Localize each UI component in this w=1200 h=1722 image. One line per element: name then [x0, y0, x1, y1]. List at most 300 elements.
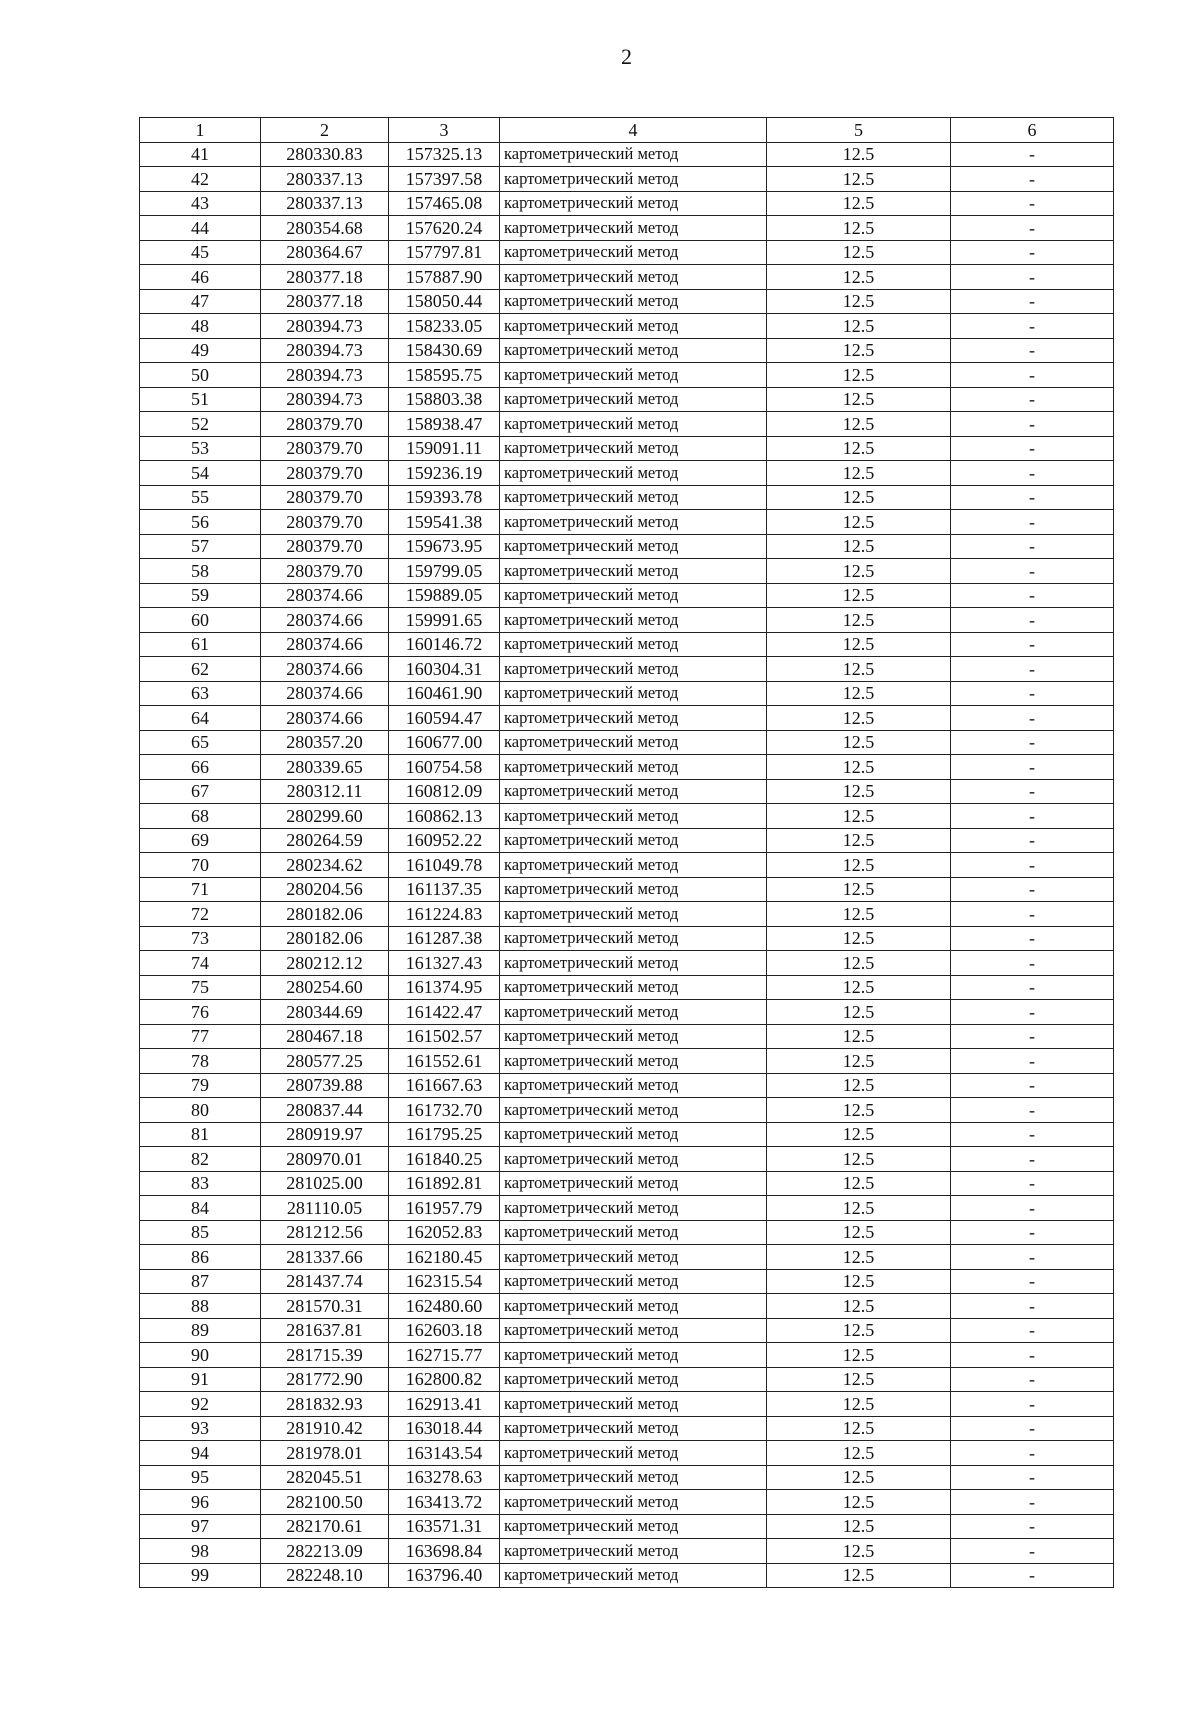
table-row — [140, 1539, 1114, 1564]
accuracy-cell: 12.5 — [767, 877, 951, 902]
x-coordinate-cell: 280379.70 — [261, 461, 389, 486]
accuracy-cell: 12.5 — [767, 1024, 951, 1049]
note-cell: - — [951, 559, 1114, 584]
x-coordinate-cell: 281212.56 — [261, 1220, 389, 1245]
y-coordinate-cell: 159889.05 — [389, 583, 500, 608]
point-number-cell: 82 — [140, 1147, 261, 1172]
accuracy-cell: 12.5 — [767, 828, 951, 853]
accuracy-cell: 12.5 — [767, 1318, 951, 1343]
table-row — [140, 167, 1114, 192]
point-number-cell: 54 — [140, 461, 261, 486]
accuracy-cell: 12.5 — [767, 265, 951, 290]
note-cell: - — [951, 1269, 1114, 1294]
method-cell: картометрический метод — [500, 1465, 767, 1490]
accuracy-cell: 12.5 — [767, 534, 951, 559]
accuracy-cell: 12.5 — [767, 853, 951, 878]
x-coordinate-cell: 280394.73 — [261, 363, 389, 388]
table-row — [140, 730, 1114, 755]
table-row — [140, 951, 1114, 976]
y-coordinate-cell: 160952.22 — [389, 828, 500, 853]
accuracy-cell: 12.5 — [767, 779, 951, 804]
method-cell: картометрический метод — [500, 608, 767, 633]
accuracy-cell: 12.5 — [767, 1220, 951, 1245]
x-coordinate-cell: 281772.90 — [261, 1367, 389, 1392]
table-row — [140, 240, 1114, 265]
method-cell: картометрический метод — [500, 485, 767, 510]
accuracy-cell: 12.5 — [767, 167, 951, 192]
note-cell: - — [951, 755, 1114, 780]
table-row — [140, 387, 1114, 412]
y-coordinate-cell: 161224.83 — [389, 902, 500, 927]
note-cell: - — [951, 951, 1114, 976]
note-cell: - — [951, 1563, 1114, 1588]
accuracy-cell: 12.5 — [767, 289, 951, 314]
note-cell: - — [951, 877, 1114, 902]
x-coordinate-cell: 280379.70 — [261, 436, 389, 461]
accuracy-cell: 12.5 — [767, 1122, 951, 1147]
x-coordinate-cell: 280337.13 — [261, 191, 389, 216]
method-cell: картометрический метод — [500, 1416, 767, 1441]
x-coordinate-cell: 281110.05 — [261, 1196, 389, 1221]
column-header-4: 4 — [500, 118, 767, 143]
method-cell: картометрический метод — [500, 338, 767, 363]
point-number-cell: 71 — [140, 877, 261, 902]
table-row — [140, 926, 1114, 951]
x-coordinate-cell: 280212.12 — [261, 951, 389, 976]
x-coordinate-cell: 280394.73 — [261, 387, 389, 412]
point-number-cell: 53 — [140, 436, 261, 461]
table-row — [140, 338, 1114, 363]
accuracy-cell: 12.5 — [767, 216, 951, 241]
table-header-row — [140, 118, 1114, 143]
method-cell: картометрический метод — [500, 1049, 767, 1074]
table-row — [140, 853, 1114, 878]
accuracy-cell: 12.5 — [767, 632, 951, 657]
method-cell: картометрический метод — [500, 289, 767, 314]
y-coordinate-cell: 160146.72 — [389, 632, 500, 657]
point-number-cell: 99 — [140, 1563, 261, 1588]
y-coordinate-cell: 158595.75 — [389, 363, 500, 388]
y-coordinate-cell: 160812.09 — [389, 779, 500, 804]
table-row — [140, 436, 1114, 461]
x-coordinate-cell: 281337.66 — [261, 1245, 389, 1270]
method-cell: картометрический метод — [500, 1147, 767, 1172]
note-cell: - — [951, 1490, 1114, 1515]
table-row — [140, 706, 1114, 731]
y-coordinate-cell: 163571.31 — [389, 1514, 500, 1539]
point-number-cell: 86 — [140, 1245, 261, 1270]
note-cell: - — [951, 1318, 1114, 1343]
note-cell: - — [951, 1514, 1114, 1539]
method-cell: картометрический метод — [500, 779, 767, 804]
accuracy-cell: 12.5 — [767, 1539, 951, 1564]
table-row — [140, 485, 1114, 510]
point-number-cell: 73 — [140, 926, 261, 951]
note-cell: - — [951, 1539, 1114, 1564]
method-cell: картометрический метод — [500, 167, 767, 192]
y-coordinate-cell: 160461.90 — [389, 681, 500, 706]
x-coordinate-cell: 280374.66 — [261, 657, 389, 682]
method-cell: картометрический метод — [500, 730, 767, 755]
accuracy-cell: 12.5 — [767, 1147, 951, 1172]
method-cell: картометрический метод — [500, 314, 767, 339]
table-row — [140, 975, 1114, 1000]
x-coordinate-cell: 280254.60 — [261, 975, 389, 1000]
page-number: 2 — [621, 44, 632, 69]
accuracy-cell: 12.5 — [767, 681, 951, 706]
method-cell: картометрический метод — [500, 559, 767, 584]
table-row — [140, 559, 1114, 584]
x-coordinate-cell: 280379.70 — [261, 510, 389, 535]
note-cell: - — [951, 1049, 1114, 1074]
note-cell: - — [951, 1073, 1114, 1098]
x-coordinate-cell: 280394.73 — [261, 338, 389, 363]
table-row — [140, 608, 1114, 633]
column-header-2: 2 — [261, 118, 389, 143]
method-cell: картометрический метод — [500, 632, 767, 657]
point-number-cell: 70 — [140, 853, 261, 878]
x-coordinate-cell: 281570.31 — [261, 1294, 389, 1319]
table-body — [140, 142, 1114, 1588]
note-cell: - — [951, 1122, 1114, 1147]
table-row — [140, 1098, 1114, 1123]
method-cell: картометрический метод — [500, 1441, 767, 1466]
method-cell: картометрический метод — [500, 461, 767, 486]
method-cell: картометрический метод — [500, 363, 767, 388]
y-coordinate-cell: 159393.78 — [389, 485, 500, 510]
point-number-cell: 77 — [140, 1024, 261, 1049]
point-number-cell: 95 — [140, 1465, 261, 1490]
accuracy-cell: 12.5 — [767, 657, 951, 682]
note-cell: - — [951, 1147, 1114, 1172]
table-row — [140, 1269, 1114, 1294]
method-cell: картометрический метод — [500, 877, 767, 902]
x-coordinate-cell: 280577.25 — [261, 1049, 389, 1074]
table-row — [140, 681, 1114, 706]
method-cell: картометрический метод — [500, 534, 767, 559]
y-coordinate-cell: 161374.95 — [389, 975, 500, 1000]
accuracy-cell: 12.5 — [767, 755, 951, 780]
accuracy-cell: 12.5 — [767, 706, 951, 731]
method-cell: картометрический метод — [500, 1220, 767, 1245]
table-row — [140, 191, 1114, 216]
accuracy-cell: 12.5 — [767, 1269, 951, 1294]
x-coordinate-cell: 280379.70 — [261, 534, 389, 559]
table-row — [140, 412, 1114, 437]
point-number-cell: 81 — [140, 1122, 261, 1147]
table-row — [140, 877, 1114, 902]
note-cell: - — [951, 1000, 1114, 1025]
column-header-1: 1 — [140, 118, 261, 143]
method-cell: картометрический метод — [500, 1245, 767, 1270]
point-number-cell: 49 — [140, 338, 261, 363]
x-coordinate-cell: 280204.56 — [261, 877, 389, 902]
point-number-cell: 59 — [140, 583, 261, 608]
x-coordinate-cell: 280394.73 — [261, 314, 389, 339]
y-coordinate-cell: 158233.05 — [389, 314, 500, 339]
x-coordinate-cell: 281715.39 — [261, 1343, 389, 1368]
accuracy-cell: 12.5 — [767, 412, 951, 437]
accuracy-cell: 12.5 — [767, 1245, 951, 1270]
method-cell: картометрический метод — [500, 240, 767, 265]
table-row — [140, 1220, 1114, 1245]
method-cell: картометрический метод — [500, 975, 767, 1000]
y-coordinate-cell: 159799.05 — [389, 559, 500, 584]
y-coordinate-cell: 161667.63 — [389, 1073, 500, 1098]
y-coordinate-cell: 157620.24 — [389, 216, 500, 241]
table-row — [140, 1196, 1114, 1221]
accuracy-cell: 12.5 — [767, 387, 951, 412]
note-cell: - — [951, 926, 1114, 951]
accuracy-cell: 12.5 — [767, 191, 951, 216]
note-cell: - — [951, 289, 1114, 314]
point-number-cell: 64 — [140, 706, 261, 731]
accuracy-cell: 12.5 — [767, 436, 951, 461]
y-coordinate-cell: 162480.60 — [389, 1294, 500, 1319]
method-cell: картометрический метод — [500, 828, 767, 853]
y-coordinate-cell: 159991.65 — [389, 608, 500, 633]
accuracy-cell: 12.5 — [767, 1000, 951, 1025]
method-cell: картометрический метод — [500, 1000, 767, 1025]
y-coordinate-cell: 160594.47 — [389, 706, 500, 731]
y-coordinate-cell: 163796.40 — [389, 1563, 500, 1588]
y-coordinate-cell: 159091.11 — [389, 436, 500, 461]
point-number-cell: 58 — [140, 559, 261, 584]
point-number-cell: 56 — [140, 510, 261, 535]
method-cell: картометрический метод — [500, 412, 767, 437]
accuracy-cell: 12.5 — [767, 142, 951, 167]
accuracy-cell: 12.5 — [767, 1049, 951, 1074]
point-number-cell: 51 — [140, 387, 261, 412]
note-cell: - — [951, 1465, 1114, 1490]
method-cell: картометрический метод — [500, 804, 767, 829]
x-coordinate-cell: 282045.51 — [261, 1465, 389, 1490]
x-coordinate-cell: 282213.09 — [261, 1539, 389, 1564]
method-cell: картометрический метод — [500, 755, 767, 780]
point-number-cell: 50 — [140, 363, 261, 388]
accuracy-cell: 12.5 — [767, 1098, 951, 1123]
method-cell: картометрический метод — [500, 657, 767, 682]
accuracy-cell: 12.5 — [767, 1171, 951, 1196]
method-cell: картометрический метод — [500, 191, 767, 216]
accuracy-cell: 12.5 — [767, 804, 951, 829]
x-coordinate-cell: 280182.06 — [261, 902, 389, 927]
method-cell: картометрический метод — [500, 583, 767, 608]
note-cell: - — [951, 1343, 1114, 1368]
table-row — [140, 1171, 1114, 1196]
x-coordinate-cell: 280374.66 — [261, 583, 389, 608]
y-coordinate-cell: 162800.82 — [389, 1367, 500, 1392]
method-cell: картометрический метод — [500, 926, 767, 951]
method-cell: картометрический метод — [500, 510, 767, 535]
note-cell: - — [951, 216, 1114, 241]
x-coordinate-cell: 280357.20 — [261, 730, 389, 755]
method-cell: картометрический метод — [500, 1269, 767, 1294]
table-row — [140, 1049, 1114, 1074]
point-number-cell: 67 — [140, 779, 261, 804]
x-coordinate-cell: 280364.67 — [261, 240, 389, 265]
x-coordinate-cell: 282248.10 — [261, 1563, 389, 1588]
note-cell: - — [951, 1220, 1114, 1245]
accuracy-cell: 12.5 — [767, 730, 951, 755]
note-cell: - — [951, 167, 1114, 192]
column-header-3: 3 — [389, 118, 500, 143]
point-number-cell: 65 — [140, 730, 261, 755]
accuracy-cell: 12.5 — [767, 485, 951, 510]
point-number-cell: 83 — [140, 1171, 261, 1196]
point-number-cell: 69 — [140, 828, 261, 853]
y-coordinate-cell: 163018.44 — [389, 1416, 500, 1441]
y-coordinate-cell: 157325.13 — [389, 142, 500, 167]
point-number-cell: 48 — [140, 314, 261, 339]
point-number-cell: 41 — [140, 142, 261, 167]
accuracy-cell: 12.5 — [767, 1441, 951, 1466]
accuracy-cell: 12.5 — [767, 314, 951, 339]
y-coordinate-cell: 162603.18 — [389, 1318, 500, 1343]
method-cell: картометрический метод — [500, 1318, 767, 1343]
accuracy-cell: 12.5 — [767, 902, 951, 927]
table-row — [140, 1514, 1114, 1539]
y-coordinate-cell: 162315.54 — [389, 1269, 500, 1294]
y-coordinate-cell: 161732.70 — [389, 1098, 500, 1123]
table-row — [140, 1245, 1114, 1270]
x-coordinate-cell: 280739.88 — [261, 1073, 389, 1098]
column-header-5: 5 — [767, 118, 951, 143]
point-number-cell: 78 — [140, 1049, 261, 1074]
y-coordinate-cell: 157465.08 — [389, 191, 500, 216]
method-cell: картометрический метод — [500, 951, 767, 976]
table-row — [140, 779, 1114, 804]
table-row — [140, 804, 1114, 829]
note-cell: - — [951, 240, 1114, 265]
y-coordinate-cell: 161552.61 — [389, 1049, 500, 1074]
accuracy-cell: 12.5 — [767, 1343, 951, 1368]
note-cell: - — [951, 1367, 1114, 1392]
accuracy-cell: 12.5 — [767, 338, 951, 363]
x-coordinate-cell: 280264.59 — [261, 828, 389, 853]
method-cell: картометрический метод — [500, 681, 767, 706]
accuracy-cell: 12.5 — [767, 510, 951, 535]
accuracy-cell: 12.5 — [767, 1416, 951, 1441]
accuracy-cell: 12.5 — [767, 608, 951, 633]
method-cell: картометрический метод — [500, 1073, 767, 1098]
y-coordinate-cell: 161287.38 — [389, 926, 500, 951]
y-coordinate-cell: 158430.69 — [389, 338, 500, 363]
x-coordinate-cell: 280182.06 — [261, 926, 389, 951]
note-cell: - — [951, 779, 1114, 804]
table-row — [140, 461, 1114, 486]
x-coordinate-cell: 282170.61 — [261, 1514, 389, 1539]
method-cell: картометрический метод — [500, 1024, 767, 1049]
y-coordinate-cell: 160304.31 — [389, 657, 500, 682]
y-coordinate-cell: 158050.44 — [389, 289, 500, 314]
x-coordinate-cell: 280339.65 — [261, 755, 389, 780]
note-cell: - — [951, 387, 1114, 412]
point-number-cell: 80 — [140, 1098, 261, 1123]
point-number-cell: 66 — [140, 755, 261, 780]
note-cell: - — [951, 461, 1114, 486]
note-cell: - — [951, 338, 1114, 363]
table-row — [140, 1147, 1114, 1172]
y-coordinate-cell: 161327.43 — [389, 951, 500, 976]
note-cell: - — [951, 828, 1114, 853]
note-cell: - — [951, 485, 1114, 510]
note-cell: - — [951, 534, 1114, 559]
point-number-cell: 63 — [140, 681, 261, 706]
note-cell: - — [951, 583, 1114, 608]
method-cell: картометрический метод — [500, 706, 767, 731]
note-cell: - — [951, 730, 1114, 755]
note-cell: - — [951, 1024, 1114, 1049]
table-row — [140, 1563, 1114, 1588]
accuracy-cell: 12.5 — [767, 583, 951, 608]
method-cell: картометрический метод — [500, 265, 767, 290]
y-coordinate-cell: 159541.38 — [389, 510, 500, 535]
table-row — [140, 265, 1114, 290]
point-number-cell: 96 — [140, 1490, 261, 1515]
y-coordinate-cell: 158803.38 — [389, 387, 500, 412]
note-cell: - — [951, 1294, 1114, 1319]
note-cell: - — [951, 632, 1114, 657]
point-number-cell: 44 — [140, 216, 261, 241]
y-coordinate-cell: 162180.45 — [389, 1245, 500, 1270]
table-row — [140, 216, 1114, 241]
accuracy-cell: 12.5 — [767, 926, 951, 951]
accuracy-cell: 12.5 — [767, 1196, 951, 1221]
y-coordinate-cell: 158938.47 — [389, 412, 500, 437]
method-cell: картометрический метод — [500, 1343, 767, 1368]
point-number-cell: 84 — [140, 1196, 261, 1221]
table-row — [140, 902, 1114, 927]
table-row — [140, 657, 1114, 682]
x-coordinate-cell: 280379.70 — [261, 559, 389, 584]
point-number-cell: 68 — [140, 804, 261, 829]
table-row — [140, 510, 1114, 535]
note-cell: - — [951, 412, 1114, 437]
point-number-cell: 60 — [140, 608, 261, 633]
note-cell: - — [951, 1245, 1114, 1270]
table-row — [140, 534, 1114, 559]
y-coordinate-cell: 160677.00 — [389, 730, 500, 755]
method-cell: картометрический метод — [500, 1122, 767, 1147]
table-row — [140, 632, 1114, 657]
x-coordinate-cell: 280970.01 — [261, 1147, 389, 1172]
x-coordinate-cell: 280379.70 — [261, 485, 389, 510]
y-coordinate-cell: 159236.19 — [389, 461, 500, 486]
note-cell: - — [951, 1098, 1114, 1123]
table-row — [140, 363, 1114, 388]
table-row — [140, 1024, 1114, 1049]
note-cell: - — [951, 1171, 1114, 1196]
accuracy-cell: 12.5 — [767, 1490, 951, 1515]
x-coordinate-cell: 281910.42 — [261, 1416, 389, 1441]
x-coordinate-cell: 281832.93 — [261, 1392, 389, 1417]
y-coordinate-cell: 162913.41 — [389, 1392, 500, 1417]
method-cell: картометрический метод — [500, 216, 767, 241]
table-row — [140, 1318, 1114, 1343]
x-coordinate-cell: 281437.74 — [261, 1269, 389, 1294]
x-coordinate-cell: 280234.62 — [261, 853, 389, 878]
table-row — [140, 1490, 1114, 1515]
point-number-cell: 42 — [140, 167, 261, 192]
y-coordinate-cell: 161957.79 — [389, 1196, 500, 1221]
point-number-cell: 93 — [140, 1416, 261, 1441]
note-cell: - — [951, 975, 1114, 1000]
y-coordinate-cell: 157797.81 — [389, 240, 500, 265]
method-cell: картометрический метод — [500, 853, 767, 878]
table-row — [140, 1465, 1114, 1490]
method-cell: картометрический метод — [500, 1294, 767, 1319]
